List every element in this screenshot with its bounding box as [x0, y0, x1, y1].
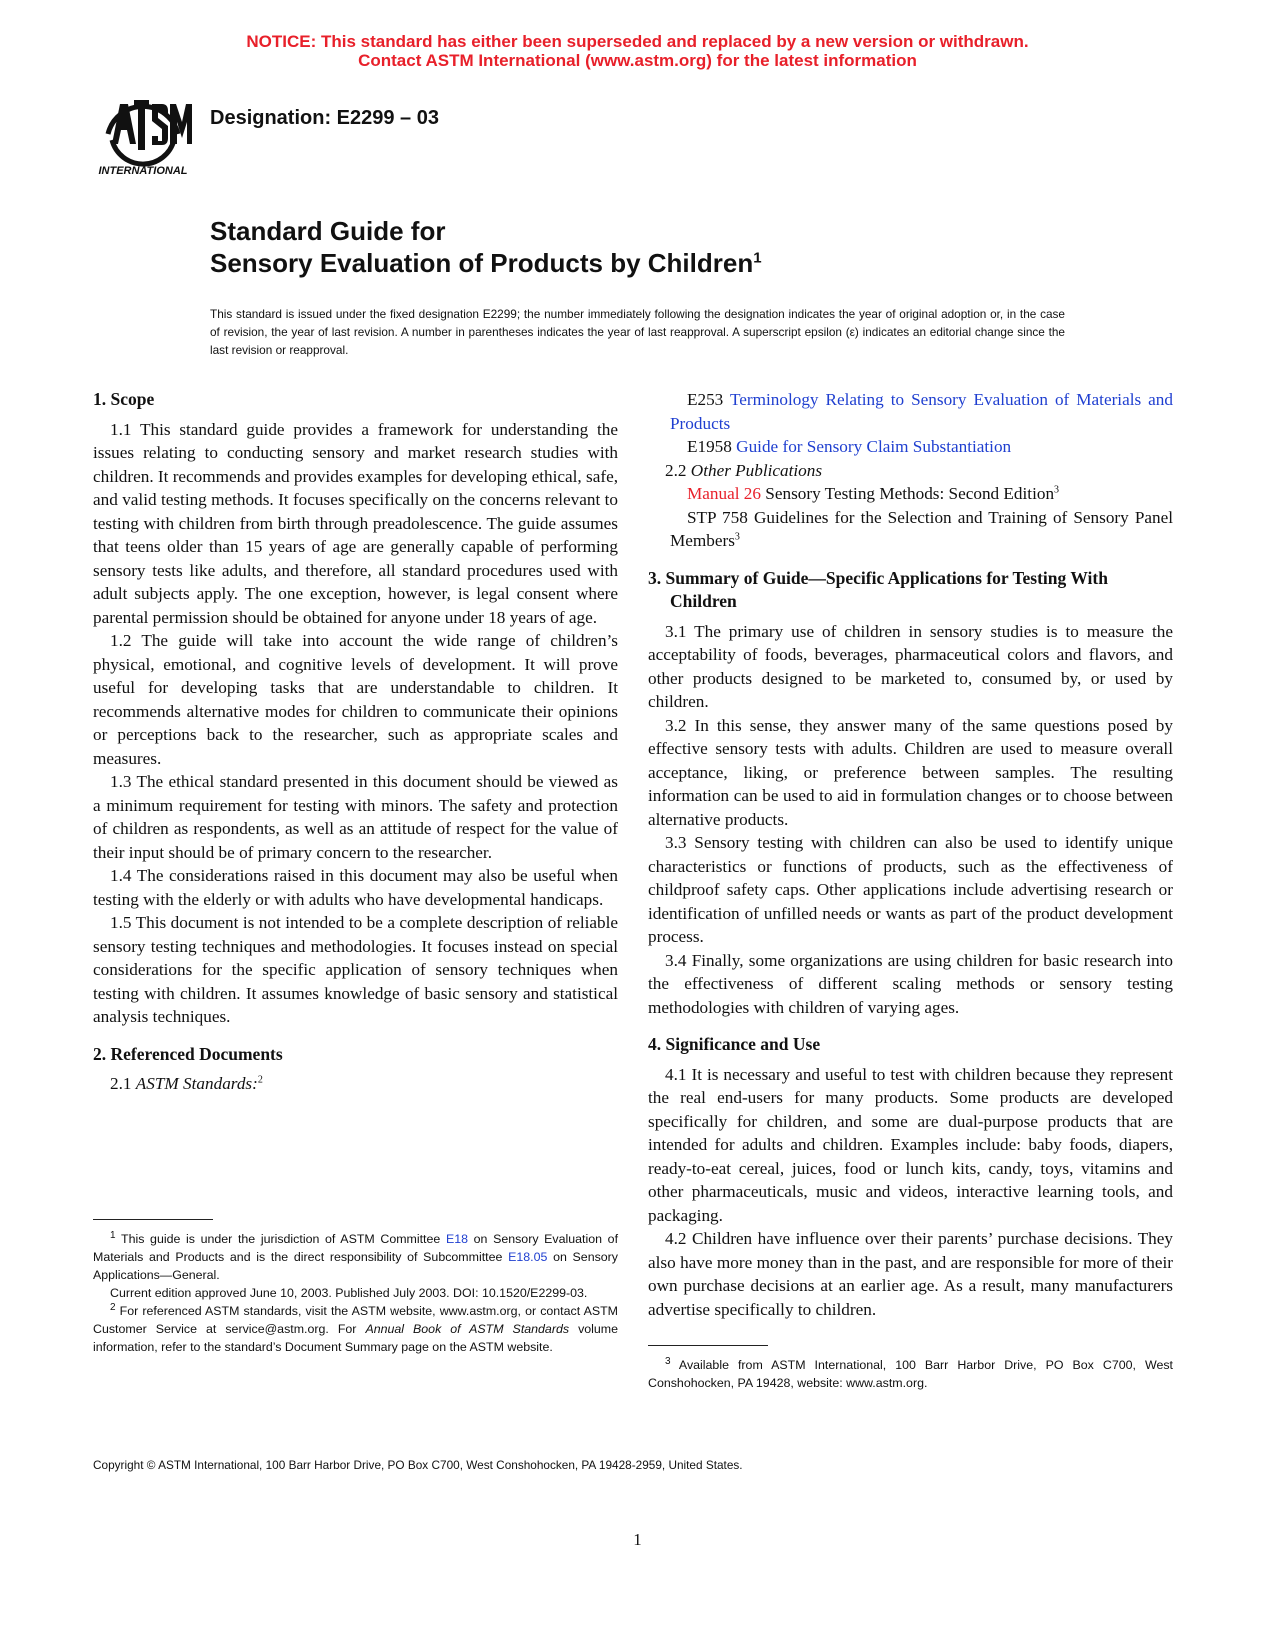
footnote-2: [93, 1302, 618, 1356]
reference-e253-code: E253: [687, 390, 724, 409]
reference-manual-26-title: Sensory Testing Methods: Second Edition: [765, 484, 1055, 503]
paragraph-2-1-sup: 2: [257, 1074, 263, 1086]
footnote-2-text-a: For referenced ASTM standards, visit the ASTM website, www.astm.org, or contact ASTM Customer Service at service@astm.org. For: [93, 1304, 618, 1336]
footnote-3-mark: 3: [665, 1355, 671, 1367]
page-number: 1: [633, 1530, 642, 1549]
page-title: [210, 215, 762, 279]
paragraph-4-1: 4.1 It is necessary and useful to test with children because they represent the real end-users for many products. Some products are developed specifically for children, and some are dual-purpose products that are intended for adults and children. Examples include: baby foods, diapers, ready-to-eat cereal, juices, food or lunch kits, candy, toys, vitamins and other pharmaceuticals, music and videos, interactive learning tools, and packaging.: [648, 1064, 1173, 1225]
paragraph-2-2: [648, 459, 1173, 483]
paragraph-2-1-label: ASTM Standards:: [135, 1074, 258, 1093]
reference-manual-26-sup: 3: [1054, 484, 1060, 496]
footnote-1: [93, 1230, 618, 1284]
title-line-1: Standard Guide for: [210, 216, 446, 246]
reference-stp-758-code: STP 758: [687, 507, 748, 527]
designation: Designation: E2299 – 03: [210, 107, 439, 129]
paragraph-3-2: 3.2 In this sense, they answer many of the same questions posed by effective sensory tests with adults. Children are used to measure overall acceptance, liking, or preference between samples. The resulting information can be used to aid in formulation changes or to choose between alternative products.: [648, 715, 1173, 829]
paragraph-3-1: 3.1 The primary use of children in sensory studies is to measure the acceptability of foods, beverages, pharmaceutical colors and flavors, and other products designed to be marketed to, consumed by, or used by children.: [648, 621, 1173, 711]
withdrawal-notice: [0, 32, 1275, 70]
footnote-divider-left: [93, 1219, 213, 1220]
reference-manual-26-link[interactable]: Manual 26: [687, 484, 761, 503]
paragraph-2-2-num: 2.2: [665, 460, 687, 480]
section-1-heading: 1. Scope: [93, 389, 155, 409]
paragraph-2-1: [93, 1072, 618, 1096]
section-2-heading: 2. Referenced Documents: [93, 1043, 283, 1064]
notice-line-2: Contact ASTM International (www.astm.org) for the latest information: [358, 51, 917, 70]
footnote-2-text-b: volume information, refer to the standard’s Document Summary page on the ASTM website.: [93, 1322, 619, 1354]
title-line-2: [210, 247, 762, 279]
footnote-1-mark: 1: [110, 1229, 116, 1241]
footnote-1-link-e1805[interactable]: E18.05: [508, 1250, 548, 1264]
paragraph-3-4: 3.4 Finally, some organizations are using children for basic research into the effectiveness of different scaling methods or sensory testing methodologies with children of varying ages.: [648, 950, 1173, 1017]
right-column: [648, 388, 1173, 1321]
section-3-heading: 3. Summary of Guide—Specific Applications for Testing With Children: [648, 567, 1108, 611]
paragraph-4-2: 4.2 Children have influence over their parents’ purchase decisions. They also have more money than in the past, and are responsible for more of their own purchase decisions at an earlier age. As a result, many manufacturers advertise specifically to children.: [648, 1229, 1173, 1319]
reference-e253: [648, 388, 1173, 435]
title-line-2-text: Sensory Evaluation of Products by Children: [210, 248, 754, 278]
paragraph-3-3: 3.3 Sensory testing with children can also be used to identify unique characteristics or functions of products, such as the effectiveness of childproof safety caps. Other applications include advertising research or identification of unfilled needs or wants as part of the product development process.: [648, 833, 1173, 946]
paragraph-1-2: 1.2 The guide will take into account the wide range of children’s physical, emotional, and cognitive levels of development. It will prove useful for developing tasks that are understandable to children. It recommends alternative modes for children to communicate their opinions or perceptions back to the researcher, such as appropriate scales and measures.: [93, 631, 618, 768]
paragraph-1-1: 1.1 This standard guide provides a framework for understanding the issues relating to conducting sensory and market research studies with children. It recommends and provides examples for developing ethical, safe, and valid testing methods. It focuses specifically on the concerns relevant to testing with children from birth through preadolescence. The guide assumes that teens older than 15 years of age are generally capable of performing sensory tests like adults, and therefore, all standard procedures used with adult subjects apply. The one exception, however, is legal consent where parental permission should be obtained for anyone under 18 years of age.: [93, 419, 618, 627]
copyright: Copyright © ASTM International, 100 Barr Harbor Drive, PO Box C700, West Conshohocken, PA 19428-2959, United States.: [93, 1458, 743, 1472]
reference-e1958-code: E1958: [687, 437, 732, 456]
paragraph-2-2-label: Other Publications: [690, 460, 823, 480]
footnote-divider-right: [648, 1345, 768, 1346]
reference-stp-758-sup: 3: [734, 531, 740, 543]
notice-line-1: NOTICE: This standard has either been superseded and replaced by a new version or withdrawn.: [246, 32, 1029, 51]
footnote-1-text-c: on Sensory Applications—General.: [93, 1250, 618, 1282]
paragraph-1-3: 1.3 The ethical standard presented in this document should be viewed as a minimum requirement for testing with minors. The safety and protection of children as respondents, as well as an attitude of respect for the value of their input should be of primary concern to the researcher.: [93, 772, 618, 862]
footnote-1-link-e18[interactable]: E18: [445, 1232, 468, 1246]
footnote-1-text-b: on Sensory Evaluation of Materials and Products and is the direct responsibility of Subcommittee: [93, 1232, 619, 1264]
footnotes-right: [648, 1356, 1173, 1392]
title-footnote-mark: 1: [753, 249, 762, 267]
reference-stp-758-title: Guidelines for the Selection and Training of Sensory Panel Members: [670, 507, 1174, 550]
footnotes-left: [93, 1230, 618, 1356]
reference-stp-758: [648, 506, 1173, 553]
reference-e253-link[interactable]: Terminology Relating to Sensory Evaluation of Materials and Products: [670, 390, 1173, 433]
reference-e1958: [648, 435, 1173, 459]
paragraph-2-1-num: 2.1: [110, 1074, 132, 1093]
issued-note: This standard is issued under the fixed designation E2299; the number immediately following the designation indicates the year of original adoption or, in the case of revision, the year of last revision. A number in parentheses indicates the year of last reapproval. A superscript epsilon (ε) indicates an editorial change since the last revision or reapproval.: [210, 307, 1065, 357]
footnote-2-emphasis: Annual Book of ASTM Standards: [365, 1322, 570, 1336]
footnote-3-text: Available from ASTM International, 100 Barr Harbor Drive, PO Box C700, West Conshohocken, PA 19428, website: www.astm.org.: [648, 1358, 1173, 1390]
left-column: [93, 388, 618, 1096]
footnote-3: [648, 1356, 1173, 1392]
reference-manual-26: [648, 482, 1173, 506]
logo-international-text: INTERNATIONAL: [98, 165, 188, 177]
reference-e1958-link[interactable]: Guide for Sensory Claim Substantiation: [736, 437, 1012, 456]
section-4-heading: 4. Significance and Use: [648, 1034, 821, 1054]
footnote-2-mark: 2: [110, 1301, 116, 1313]
footnote-1-text-a: This guide is under the jurisdiction of ASTM Committee: [121, 1232, 441, 1246]
footnote-1-edition: Current edition approved June 10, 2003. Published July 2003. DOI: 10.1520/E2299-03.: [110, 1286, 588, 1300]
paragraph-1-4: 1.4 The considerations raised in this document may also be useful when testing with the elderly or with adults who have developmental handicaps.: [93, 866, 618, 909]
astm-logo-icon: [90, 82, 196, 178]
paragraph-1-5: 1.5 This document is not intended to be a complete description of reliable sensory testing techniques and methodologies. It focuses instead on special considerations for the specific application of sensory techniques when testing with children. It assumes knowledge of basic sensory and statistical analysis techniques.: [93, 913, 618, 1026]
